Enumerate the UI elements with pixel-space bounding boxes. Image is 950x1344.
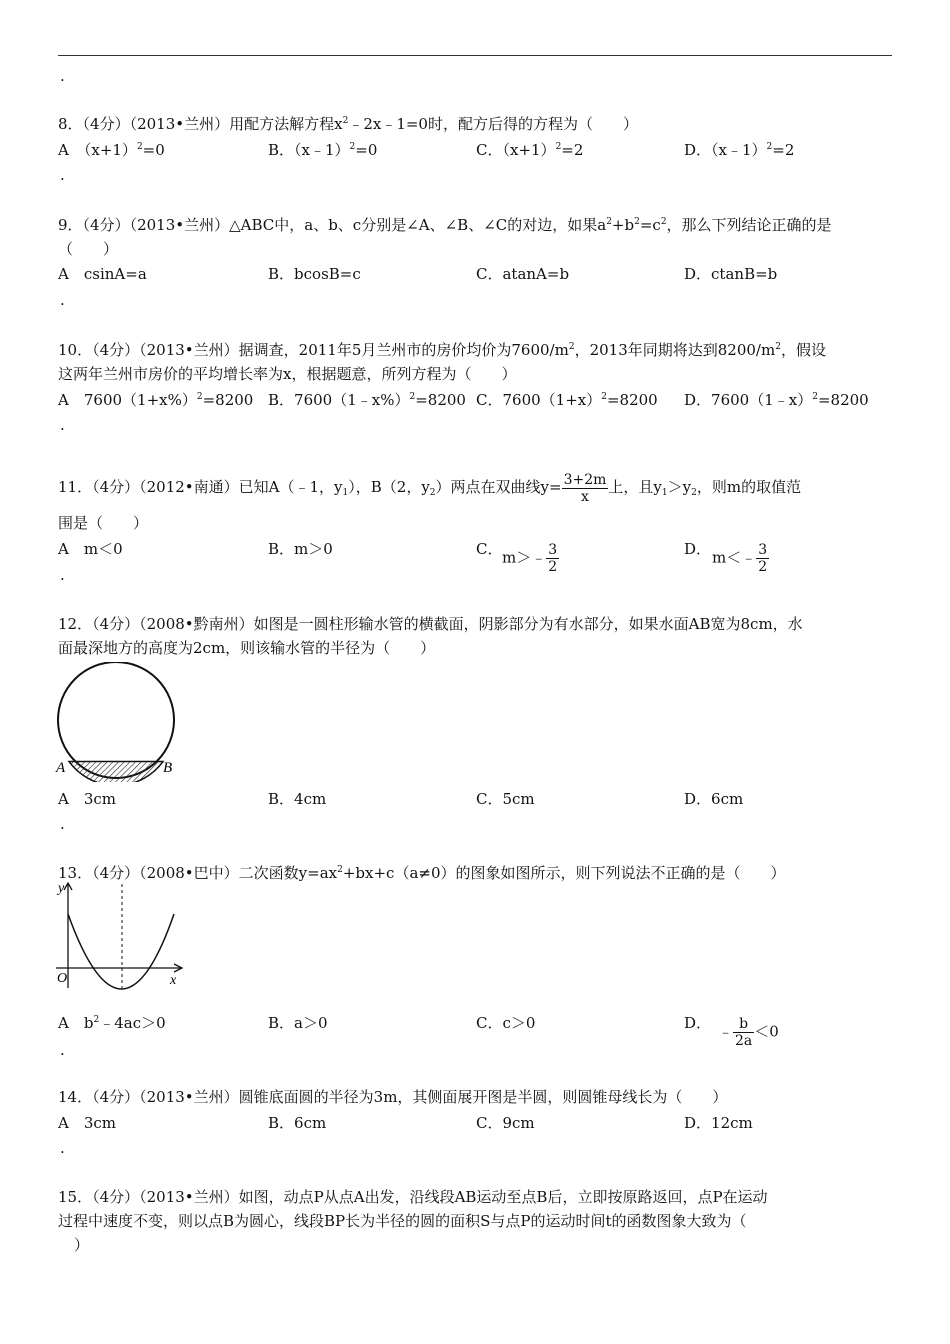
pipe-circle (58, 662, 174, 778)
q9-dot: . (60, 291, 65, 309)
q10-option-d[interactable]: D．7600（1﹣x）$^2$=8200 (684, 391, 869, 409)
q9-option-d[interactable]: D．ctanB=b (684, 265, 778, 283)
q12-option-b[interactable]: B．4cm (268, 790, 327, 808)
q13-option-b[interactable]: B．a＞0 (268, 1014, 328, 1032)
label-o: O (57, 971, 68, 986)
q13-option-c[interactable]: C．c＞0 (476, 1014, 536, 1032)
q11-option-c[interactable]: m＞﹣ $\frac{3}{2}$ (502, 542, 558, 575)
q15-stem-line2: 过程中速度不变，则以点B为圆心，线段BP长为半径的圆的面积S与点P的运动时间t的函数图象大致为（ (58, 1212, 747, 1230)
q12-stem: 12．（4分）（2008•黔南州）如图是一圆柱形输水管的横截面，阴影部分为有水部分，如果水面AB宽为8cm，水 (58, 615, 803, 633)
q11-stem: 11．（4分）（2012•南通）已知A（﹣1，$y_1$），B（2，$y_2$）两点在双曲线y= $\frac{3+2m}{x}$ 上，且$y_1>y_2$，则m的取值范 (58, 471, 802, 505)
water-region (69, 762, 163, 783)
q8-option-d[interactable]: D．（x﹣1）$^2$=2 (684, 141, 795, 159)
stray-dot: . (60, 67, 65, 85)
q12-option-c[interactable]: C．5cm (476, 790, 535, 808)
q9-stem-line2: （ ） (58, 240, 119, 258)
q9-option-c[interactable]: C．atanA=b (476, 265, 570, 283)
q14-option-a[interactable]: A 3cm (58, 1114, 117, 1132)
q8-option-a[interactable]: A $(x+1)^2=0$ (58, 141, 165, 159)
q11-dot: . (60, 566, 65, 584)
q10-dot: . (60, 416, 65, 434)
q9-stem: 9．（4分）（2013•兰州）△ABC中，a、b、c分别是∠A、∠B、∠C的对边，如果$a^2+b^2=c^2$，那么下列结论正确的是 (58, 216, 832, 234)
q12-stem-line2: 面最深地方的高度为2cm，则该输水管的半径为（ ） (58, 639, 436, 657)
q10-stem-line2: 这两年兰州市房价的平均增长率为x，根据题意，所列方程为（ ） (58, 365, 517, 383)
q8-stem: 8．（4分）（2013•兰州）用配方法解方程$x^2﹣2x﹣1=0$时，配方后得的方程为（ ） (58, 115, 638, 133)
q11-option-a[interactable]: A m＜0 (58, 540, 123, 558)
q13-option-a[interactable]: A $b^2﹣4ac>0$ (58, 1014, 166, 1032)
q11-option-d-letter[interactable]: D． (684, 540, 712, 558)
q10-stem: 10．（4分）（2013•兰州）据调查，2011年5月兰州市的房价均价为$7600/m^2$，2013年同期将达到$8200/m^2$，假设 (58, 341, 826, 359)
q15-stem-line3: ） (74, 1236, 90, 1254)
label-x: x (170, 973, 177, 988)
q12-option-a[interactable]: A 3cm (58, 790, 117, 808)
q15-stem: 15．（4分）（2013•兰州）如图，动点P从点A出发，沿线段AB运动至点B后，立即按原路返回，点P在运动 (58, 1188, 768, 1206)
label-a: A (56, 760, 66, 776)
q12-option-d[interactable]: D．6cm (684, 790, 744, 808)
label-y: y (58, 881, 65, 896)
q10-option-c[interactable]: C．$7600(1+x)^2=8200$ (476, 391, 658, 409)
parabola-curve (68, 914, 174, 989)
pipe-cross-section-figure (54, 662, 184, 782)
q14-option-b[interactable]: B．6cm (268, 1114, 327, 1132)
q14-stem: 14．（4分）（2013•兰州）圆锥底面圆的半径为3m，其侧面展开图是半圆，则圆锥母线长为（ ） (58, 1088, 728, 1106)
q13-option-d-letter[interactable]: D． (684, 1014, 712, 1032)
label-b: B (163, 760, 173, 776)
q11-option-b[interactable]: B．m＞0 (268, 540, 333, 558)
q11-fraction: $\frac{3+2m}{x}$ (563, 471, 607, 505)
q8-option-c[interactable]: C．$(x+1)^2=2$ (476, 141, 584, 159)
q9-option-a[interactable]: A csinA=a (58, 265, 147, 283)
q14-dot: . (60, 1139, 65, 1157)
q9-option-b[interactable]: B．bcosB=c (268, 265, 361, 283)
header-rule (58, 55, 892, 56)
q12-dot: . (60, 815, 65, 833)
q13-option-d[interactable]: ﹣ $\frac{b}{2a}$ ＜0 (718, 1016, 779, 1049)
q13-stem: 13．（4分）（2008•巴中）二次函数$y=ax^2+bx+c(a\ne 0)$的图象如图所示，则下列说法不正确的是（ ） (58, 864, 786, 882)
q10-option-a[interactable]: A $7600(1+x\%)^2=8200$ (58, 391, 254, 409)
q10-option-b[interactable]: B．7600（1﹣x%）$^2$=8200 (268, 391, 466, 409)
q8-dot: . (60, 166, 65, 184)
q11-option-c-letter[interactable]: C． (476, 540, 503, 558)
q11-stem-line2: 围是（ ） (58, 514, 149, 532)
q8-option-b[interactable]: B．（x﹣1）$^2$=0 (268, 141, 378, 159)
q13-dot: . (60, 1041, 65, 1059)
parabola-graph-figure (54, 880, 188, 990)
q14-option-c[interactable]: C．9cm (476, 1114, 535, 1132)
q11-option-d[interactable]: m＜﹣ $\frac{3}{2}$ (712, 542, 768, 575)
q14-option-d[interactable]: D．12cm (684, 1114, 753, 1132)
